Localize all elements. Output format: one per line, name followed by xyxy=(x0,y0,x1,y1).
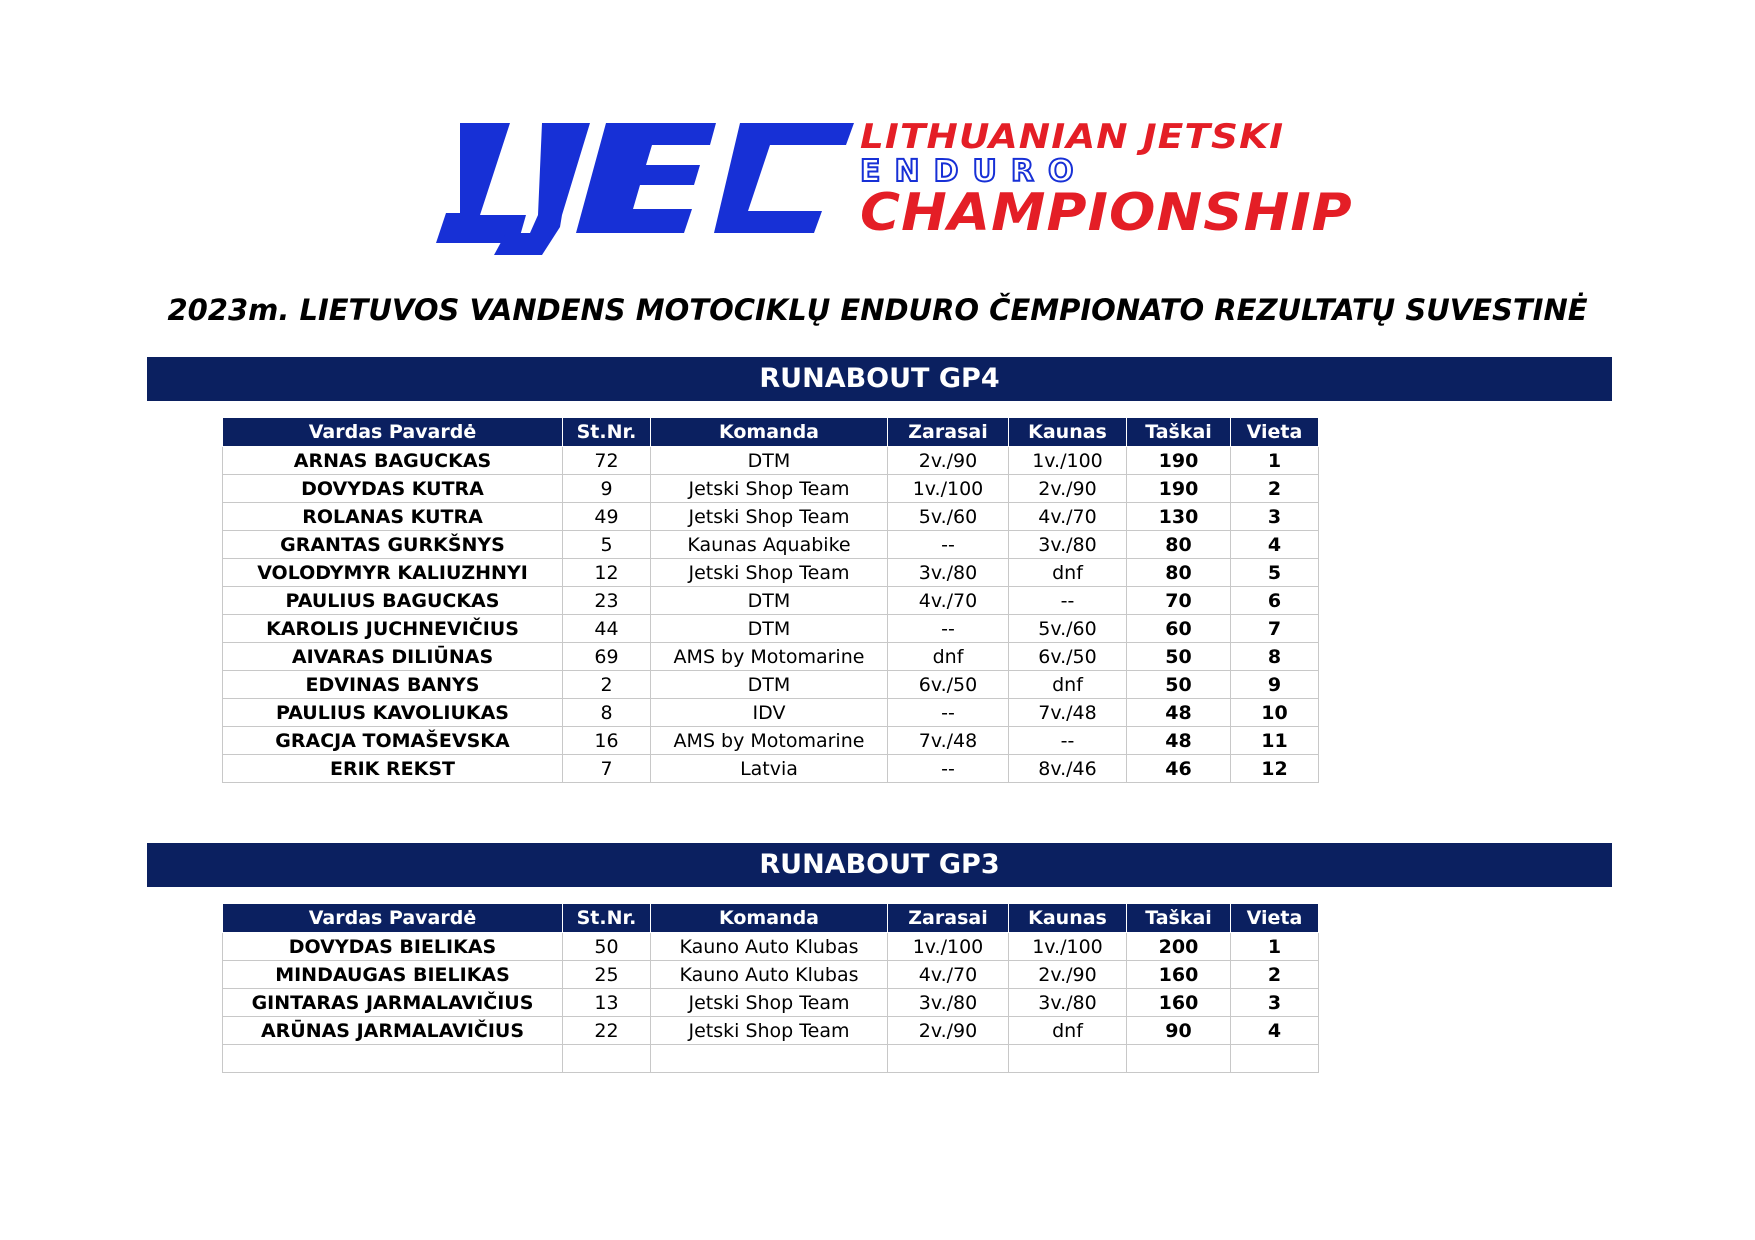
points-cell: 50 xyxy=(1127,643,1231,671)
team-cell: DTM xyxy=(651,671,888,699)
place-cell: 3 xyxy=(1231,989,1319,1017)
start-number-cell: 25 xyxy=(563,961,651,989)
start-number-cell: 8 xyxy=(563,699,651,727)
results-table-gp4 xyxy=(222,417,1319,783)
column-header-name: Vardas Pavardė xyxy=(223,418,563,447)
rider-name-cell xyxy=(223,1045,563,1073)
kaunas-result-cell: 1v./100 xyxy=(1009,933,1127,961)
zarasai-result-cell: 3v./80 xyxy=(888,559,1009,587)
team-cell: Jetski Shop Team xyxy=(651,503,888,531)
column-header-team: Komanda xyxy=(651,904,888,933)
points-cell: 80 xyxy=(1127,559,1231,587)
points-cell: 48 xyxy=(1127,699,1231,727)
place-cell: 4 xyxy=(1231,531,1319,559)
start-number-cell: 5 xyxy=(563,531,651,559)
table-row xyxy=(223,475,1319,503)
column-header-place: Vieta xyxy=(1231,418,1319,447)
column-header-kaunas: Kaunas xyxy=(1009,418,1127,447)
team-cell: DTM xyxy=(651,587,888,615)
rider-name-cell: PAULIUS KAVOLIUKAS xyxy=(223,699,563,727)
zarasai-result-cell: 6v./50 xyxy=(888,671,1009,699)
place-cell: 7 xyxy=(1231,615,1319,643)
team-cell: AMS by Motomarine xyxy=(651,727,888,755)
start-number-cell: 69 xyxy=(563,643,651,671)
start-number-cell xyxy=(563,1045,651,1073)
logo-line-championship: CHAMPIONSHIP xyxy=(860,183,1353,243)
zarasai-result-cell: -- xyxy=(888,699,1009,727)
rider-name-cell: DOVYDAS BIELIKAS xyxy=(223,933,563,961)
zarasai-result-cell xyxy=(888,1045,1009,1073)
kaunas-result-cell xyxy=(1009,1045,1127,1073)
zarasai-result-cell: 4v./70 xyxy=(888,587,1009,615)
ljec-logo xyxy=(430,115,1353,275)
rider-name-cell: GRACJA TOMAŠEVSKA xyxy=(223,727,563,755)
place-cell: 5 xyxy=(1231,559,1319,587)
kaunas-result-cell: 8v./46 xyxy=(1009,755,1127,783)
zarasai-result-cell: 5v./60 xyxy=(888,503,1009,531)
table-row xyxy=(223,531,1319,559)
kaunas-result-cell: 3v./80 xyxy=(1009,531,1127,559)
kaunas-result-cell: 7v./48 xyxy=(1009,699,1127,727)
column-header-zarasai: Zarasai xyxy=(888,418,1009,447)
team-cell: IDV xyxy=(651,699,888,727)
zarasai-result-cell: 1v./100 xyxy=(888,475,1009,503)
points-cell: 200 xyxy=(1127,933,1231,961)
rider-name-cell: DOVYDAS KUTRA xyxy=(223,475,563,503)
table-row xyxy=(223,447,1319,475)
rider-name-cell: ARNAS BAGUCKAS xyxy=(223,447,563,475)
place-cell: 1 xyxy=(1231,933,1319,961)
start-number-cell: 49 xyxy=(563,503,651,531)
rider-name-cell: ARŪNAS JARMALAVIČIUS xyxy=(223,1017,563,1045)
ljec-logo-mark-icon xyxy=(430,115,860,265)
team-cell: Kaunas Aquabike xyxy=(651,531,888,559)
kaunas-result-cell: dnf xyxy=(1009,1017,1127,1045)
table-row xyxy=(223,503,1319,531)
table-row xyxy=(223,643,1319,671)
start-number-cell: 23 xyxy=(563,587,651,615)
team-cell: Jetski Shop Team xyxy=(651,559,888,587)
place-cell: 2 xyxy=(1231,961,1319,989)
place-cell: 6 xyxy=(1231,587,1319,615)
points-cell: 50 xyxy=(1127,671,1231,699)
zarasai-result-cell: 3v./80 xyxy=(888,989,1009,1017)
column-header-kaunas: Kaunas xyxy=(1009,904,1127,933)
column-header-name: Vardas Pavardė xyxy=(223,904,563,933)
start-number-cell: 2 xyxy=(563,671,651,699)
kaunas-result-cell: 2v./90 xyxy=(1009,961,1127,989)
rider-name-cell: ERIK REKST xyxy=(223,755,563,783)
table-row xyxy=(223,755,1319,783)
table-row xyxy=(223,1045,1319,1073)
points-cell: 80 xyxy=(1127,531,1231,559)
place-cell: 4 xyxy=(1231,1017,1319,1045)
place-cell: 2 xyxy=(1231,475,1319,503)
results-table-gp3 xyxy=(222,903,1319,1073)
team-cell: Kauno Auto Klubas xyxy=(651,961,888,989)
points-cell: 160 xyxy=(1127,961,1231,989)
section-heading-gp4: RUNABOUT GP4 xyxy=(147,357,1612,401)
zarasai-result-cell: -- xyxy=(888,531,1009,559)
table-row xyxy=(223,559,1319,587)
kaunas-result-cell: dnf xyxy=(1009,559,1127,587)
rider-name-cell: ROLANAS KUTRA xyxy=(223,503,563,531)
start-number-cell: 44 xyxy=(563,615,651,643)
points-cell: 46 xyxy=(1127,755,1231,783)
table-row xyxy=(223,933,1319,961)
logo-line-enduro: ENDURO xyxy=(860,154,1088,189)
kaunas-result-cell: 4v./70 xyxy=(1009,503,1127,531)
start-number-cell: 13 xyxy=(563,989,651,1017)
team-cell: Kauno Auto Klubas xyxy=(651,933,888,961)
zarasai-result-cell: 1v./100 xyxy=(888,933,1009,961)
rider-name-cell: AIVARAS DILIŪNAS xyxy=(223,643,563,671)
place-cell: 8 xyxy=(1231,643,1319,671)
kaunas-result-cell: -- xyxy=(1009,587,1127,615)
logo-line-lithuanian-jetski: LITHUANIAN JETSKI xyxy=(860,117,1285,157)
points-cell: 90 xyxy=(1127,1017,1231,1045)
start-number-cell: 50 xyxy=(563,933,651,961)
kaunas-result-cell: 6v./50 xyxy=(1009,643,1127,671)
column-header-team: Komanda xyxy=(651,418,888,447)
place-cell: 10 xyxy=(1231,699,1319,727)
zarasai-result-cell: 2v./90 xyxy=(888,447,1009,475)
start-number-cell: 72 xyxy=(563,447,651,475)
team-cell: DTM xyxy=(651,615,888,643)
kaunas-result-cell: 2v./90 xyxy=(1009,475,1127,503)
rider-name-cell: PAULIUS BAGUCKAS xyxy=(223,587,563,615)
place-cell: 1 xyxy=(1231,447,1319,475)
table-header-row xyxy=(223,418,1319,447)
start-number-cell: 16 xyxy=(563,727,651,755)
rider-name-cell: EDVINAS BANYS xyxy=(223,671,563,699)
points-cell: 190 xyxy=(1127,447,1231,475)
column-header-points: Taškai xyxy=(1127,904,1231,933)
table-row xyxy=(223,989,1319,1017)
points-cell: 48 xyxy=(1127,727,1231,755)
rider-name-cell: VOLODYMYR KALIUZHNYI xyxy=(223,559,563,587)
kaunas-result-cell: -- xyxy=(1009,727,1127,755)
zarasai-result-cell: 4v./70 xyxy=(888,961,1009,989)
team-cell: Jetski Shop Team xyxy=(651,1017,888,1045)
place-cell: 9 xyxy=(1231,671,1319,699)
points-cell: 190 xyxy=(1127,475,1231,503)
table-row xyxy=(223,961,1319,989)
column-header-start-number: St.Nr. xyxy=(563,418,651,447)
table-row xyxy=(223,587,1319,615)
points-cell: 70 xyxy=(1127,587,1231,615)
column-header-zarasai: Zarasai xyxy=(888,904,1009,933)
table-row xyxy=(223,671,1319,699)
place-cell: 3 xyxy=(1231,503,1319,531)
start-number-cell: 22 xyxy=(563,1017,651,1045)
page-title: 2023m. LIETUVOS VANDENS MOTOCIKLŲ ENDURO ČEMPIONATO REZULTATŲ SUVESTINĖ xyxy=(167,293,1588,327)
points-cell: 60 xyxy=(1127,615,1231,643)
column-header-points: Taškai xyxy=(1127,418,1231,447)
place-cell xyxy=(1231,1045,1319,1073)
team-cell: Jetski Shop Team xyxy=(651,989,888,1017)
rider-name-cell: MINDAUGAS BIELIKAS xyxy=(223,961,563,989)
table-row xyxy=(223,615,1319,643)
kaunas-result-cell: dnf xyxy=(1009,671,1127,699)
team-cell: Jetski Shop Team xyxy=(651,475,888,503)
zarasai-result-cell: -- xyxy=(888,615,1009,643)
table-row xyxy=(223,1017,1319,1045)
place-cell: 12 xyxy=(1231,755,1319,783)
section-heading-gp3: RUNABOUT GP3 xyxy=(147,843,1612,887)
rider-name-cell: GINTARAS JARMALAVIČIUS xyxy=(223,989,563,1017)
table-header-row xyxy=(223,904,1319,933)
team-cell xyxy=(651,1045,888,1073)
zarasai-result-cell: dnf xyxy=(888,643,1009,671)
column-header-place: Vieta xyxy=(1231,904,1319,933)
zarasai-result-cell: -- xyxy=(888,755,1009,783)
place-cell: 11 xyxy=(1231,727,1319,755)
team-cell: Latvia xyxy=(651,755,888,783)
kaunas-result-cell: 5v./60 xyxy=(1009,615,1127,643)
column-header-start-number: St.Nr. xyxy=(563,904,651,933)
start-number-cell: 12 xyxy=(563,559,651,587)
table-row xyxy=(223,699,1319,727)
zarasai-result-cell: 2v./90 xyxy=(888,1017,1009,1045)
start-number-cell: 7 xyxy=(563,755,651,783)
points-cell: 130 xyxy=(1127,503,1231,531)
team-cell: DTM xyxy=(651,447,888,475)
points-cell: 160 xyxy=(1127,989,1231,1017)
rider-name-cell: GRANTAS GURKŠNYS xyxy=(223,531,563,559)
table-row xyxy=(223,727,1319,755)
kaunas-result-cell: 1v./100 xyxy=(1009,447,1127,475)
team-cell: AMS by Motomarine xyxy=(651,643,888,671)
zarasai-result-cell: 7v./48 xyxy=(888,727,1009,755)
logo-wordmark xyxy=(860,117,1353,243)
start-number-cell: 9 xyxy=(563,475,651,503)
points-cell xyxy=(1127,1045,1231,1073)
rider-name-cell: KAROLIS JUCHNEVIČIUS xyxy=(223,615,563,643)
kaunas-result-cell: 3v./80 xyxy=(1009,989,1127,1017)
